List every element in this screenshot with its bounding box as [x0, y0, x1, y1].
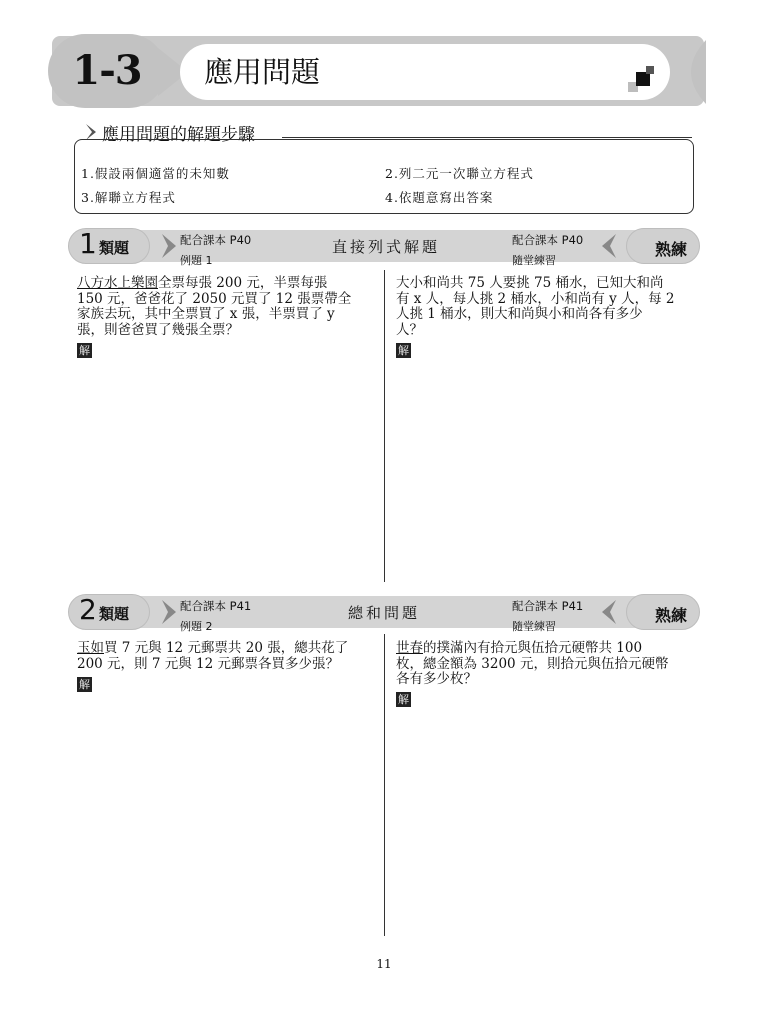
solve-marker: 解: [398, 344, 409, 357]
textbook-ref-left: 配合課本 P40: [180, 233, 252, 247]
step-4: 4.依題意寫出答案: [385, 190, 494, 205]
solve-marker: 解: [79, 344, 90, 357]
steps-box: [74, 139, 694, 214]
section-number: 1-3: [48, 34, 166, 108]
problem-2-left: 玉如買 7 元與 12 元郵票共 20 張，總共花了 200 元，則 7 元與 12 元郵票各買多少張？: [77, 640, 349, 672]
problem-2-right: 世春的撲滿內有拾元與伍拾元硬幣共 100 枚，總金額為 3200 元，則拾元與伍拾元硬幣 各有多少枚？: [396, 640, 669, 687]
corner-square-icon: [628, 66, 654, 92]
header-right-cap: [676, 40, 706, 104]
practice-label: 熟練: [654, 606, 687, 625]
practice-pill: [626, 228, 700, 264]
section-title: 應用問題: [204, 55, 321, 89]
solve-marker: 解: [398, 693, 409, 706]
textbook-ref-right: 配合課本 P41: [512, 599, 584, 613]
type-number: 2: [79, 593, 97, 626]
steps-heading: 應用問題的解題步驟: [102, 125, 255, 145]
practice-label: 熟練: [654, 240, 687, 259]
type-pill: [68, 228, 150, 264]
chevron-left-icon: [600, 232, 618, 260]
example-ref: 例題 1: [180, 254, 213, 267]
practice-ref: 隨堂練習: [512, 620, 556, 633]
band-title: 直接列式解題: [332, 238, 441, 256]
step-2: 2.列二元一次聯立方程式: [385, 166, 534, 181]
chevron-right-icon: [160, 232, 178, 260]
textbook-ref-left: 配合課本 P41: [180, 599, 252, 613]
type-label: 類題: [99, 605, 130, 623]
practice-pill: [626, 594, 700, 630]
chevron-left-icon: [600, 598, 618, 626]
column-divider: [384, 270, 385, 582]
underlined-name: 世春: [396, 640, 423, 656]
step-3: 3.解聯立方程式: [81, 190, 176, 205]
column-divider: [384, 634, 385, 936]
problem-1-right: 大小和尚共 75 人要挑 75 桶水，已知大和尚 有 x 人，每人挑 2 桶水，小和尚有 y 人，每 2 人挑 1 桶水，則大和尚與小和尚各有多少 人？: [396, 275, 675, 338]
band-title: 總和問題: [348, 604, 421, 622]
type-label: 類題: [99, 239, 130, 257]
steps-heading-rule: [282, 137, 692, 138]
problem-1-left: 八方水上樂園全票每張 200 元，半票每張 150 元，爸爸花了 2050 元買了 12 張票帶全 家族去玩，其中全票買了 x 張，半票買了 y 張，則爸爸買了幾張全票？: [77, 275, 352, 338]
step-1: 1.假設兩個適當的未知數: [81, 166, 230, 181]
page-number: 11: [376, 957, 392, 971]
chevron-right-icon: [160, 598, 178, 626]
example-ref: 例題 2: [180, 620, 213, 633]
practice-ref: 隨堂練習: [512, 254, 556, 267]
solve-marker: 解: [79, 678, 90, 691]
textbook-ref-right: 配合課本 P40: [512, 233, 584, 247]
type-number: 1: [79, 227, 97, 260]
underlined-name: 玉如: [77, 640, 104, 656]
type-band-2: [68, 593, 700, 633]
type-pill: [68, 594, 150, 630]
underlined-name: 八方水上樂園: [77, 275, 158, 291]
type-band-1: [68, 227, 700, 267]
